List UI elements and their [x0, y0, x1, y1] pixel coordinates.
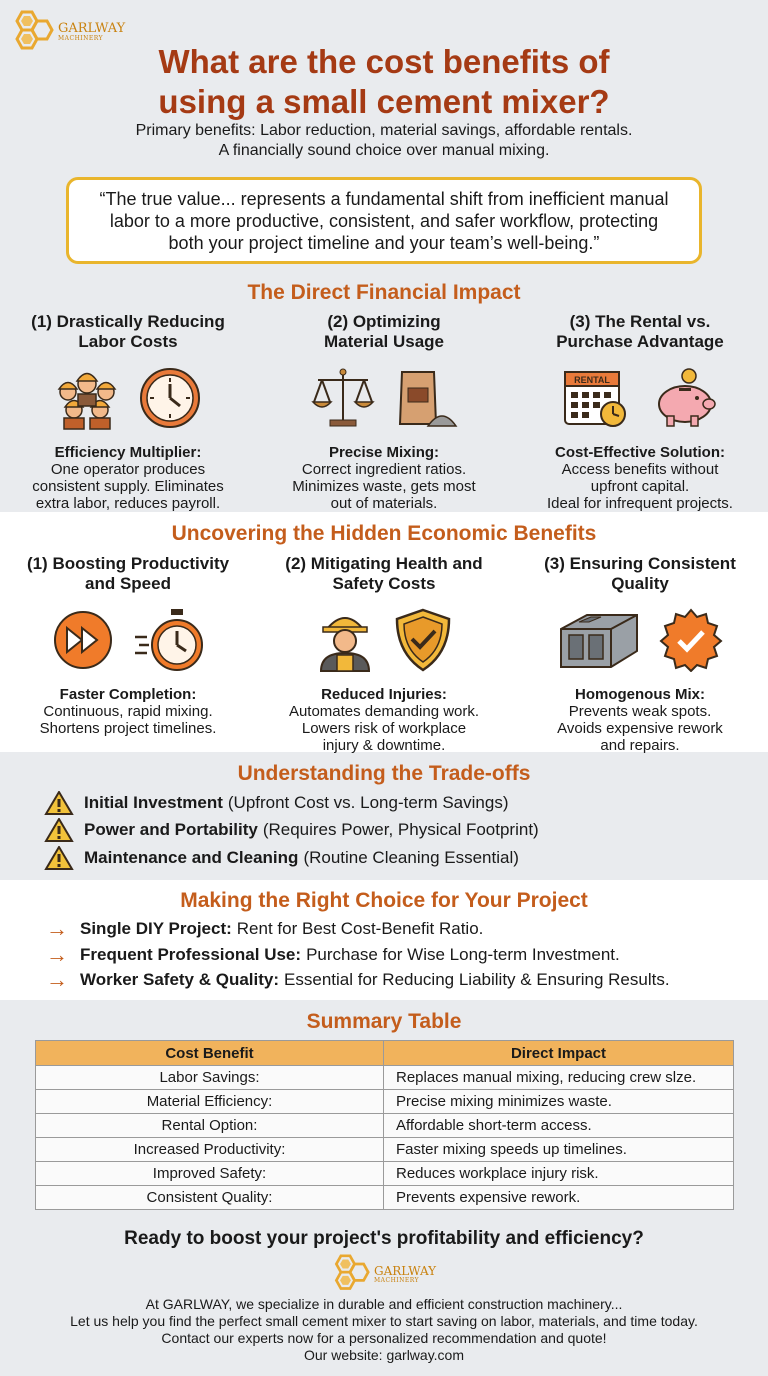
choice-item: → Frequent Professional Use: Purchase for Wise Long-term Investment.	[46, 942, 620, 967]
arrow-right-icon: →	[46, 967, 68, 992]
choice-section-title: Making the Right Choice for Your Project	[180, 889, 588, 912]
financial-section-title: The Direct Financial Impact	[247, 281, 521, 304]
cta-title: Ready to boost your project's profitability and efficiency?	[124, 1228, 644, 1249]
hidden-section-title: Uncovering the Hidden Economic Benefits	[171, 522, 597, 545]
arrow-right-icon: →	[46, 916, 68, 941]
financial-col-rental: (3) The Rental vs. Purchase Advantage RENTAL Cost-Effective Solution: Access benefits without upfront capital. Ideal for infrequent projects.	[512, 312, 768, 512]
brand-tagline: MACHINERY	[374, 1276, 420, 1284]
cta-text: At GARLWAY, we specialize in durable and efficient construction machinery... Let us help you find the perfect small cement mixer to start saving on labor, materials, and time today. Contact our experts now for a personalized recommendation and quote! Our website: garlway.com	[0, 1296, 768, 1364]
brand-name: GARLWAY	[374, 1263, 437, 1278]
subtitle	[0, 121, 768, 161]
quote-line-2: labor to a more productive, consistent, and safer workflow, protecting	[109, 211, 659, 231]
brand-tagline: MACHINERY	[58, 35, 104, 42]
choice-item: → Single DIY Project: Rent for Best Cost-Benefit Ratio.	[46, 916, 484, 941]
col-lead: Efficiency Multiplier:	[54, 444, 202, 461]
table-row: Improved Safety: Reduces workplace injury risk.	[36, 1162, 734, 1186]
hidden-col-productivity: (1) Boosting Productivity and Speed Faster Completion: Continuous, rapid mixing. Shortens project timelines.	[0, 554, 256, 737]
website-link[interactable]: Our website: garlway.com	[303, 1347, 464, 1363]
quote-line-1: “The true value... represents a fundamental shift from inefficient manual	[99, 189, 669, 209]
subtitle-line-1: Primary benefits: Labor reduction, material savings, affordable rentals.	[135, 122, 633, 139]
col-lead: Precise Mixing:	[328, 444, 440, 461]
table-row: Rental Option: Affordable short-term access.	[36, 1114, 734, 1138]
table-row: Labor Savings: Replaces manual mixing, reducing crew slze.	[36, 1066, 734, 1090]
quality-badge-icon	[659, 608, 723, 672]
choice-item: → Worker Safety & Quality: Essential for Reducing Liability & Ensuring Results.	[46, 967, 670, 992]
hidden-col-safety: (2) Mitigating Health and Safety Costs Reduced Injuries: Automates demanding work. Lowers risk of workplace injury & downtime.	[256, 554, 512, 754]
clock-icon	[138, 366, 202, 430]
col-title: (2) Optimizing Material Usage	[324, 312, 444, 351]
warning-icon	[44, 791, 74, 815]
col-title: (1) Drastically Reducing Labor Costs	[31, 312, 225, 351]
calendar-label: RENTAL	[574, 375, 610, 385]
tradeoffs-section-title: Understanding the Trade-offs	[237, 762, 531, 785]
col-lead: Faster Completion:	[59, 686, 197, 703]
cement-bag-icon	[394, 366, 458, 430]
balance-scale-icon	[310, 366, 376, 430]
col-title: (2) Mitigating Health and Safety Costs	[285, 554, 483, 593]
col-title: (3) Ensuring Consistent Quality	[544, 554, 736, 593]
quote-line-3: both your project timeline and your team’s well-being.”	[168, 233, 600, 253]
financial-col-material: (2) Optimizing Material Usage Precise Mixing: Correct ingredient ratios. Minimizes waste, gets most out of materials.	[256, 312, 512, 512]
honeycomb-logo-icon	[328, 1254, 372, 1294]
fast-forward-icon	[51, 608, 115, 672]
piggy-bank-icon	[649, 366, 719, 430]
rental-calendar-icon	[561, 366, 631, 430]
title-line-2: using a small cement mixer?	[158, 83, 610, 120]
tradeoff-item: Maintenance and Cleaning (Routine Cleaning Essential)	[44, 846, 519, 870]
col-lead: Homogenous Mix:	[575, 686, 705, 703]
hidden-col-quality: (3) Ensuring Consistent Quality Homogenous Mix: Prevents weak spots. Avoids expensive rework and repairs.	[512, 554, 768, 754]
concrete-block-icon	[557, 607, 641, 673]
tradeoff-item: Initial Investment (Upfront Cost vs. Long-term Savings)	[44, 791, 508, 815]
table-header: Cost Benefit	[36, 1041, 384, 1066]
financial-col-labor: (1) Drastically Reducing Labor Costs Efficiency Multiplier: One operator produces consistent supply. Eliminates extra labor, reduces payroll.	[0, 312, 256, 512]
table-row: Consistent Quality: Prevents expensive rework.	[36, 1186, 734, 1210]
table-header: Direct Impact	[384, 1041, 734, 1066]
brand-name: GARLWAY	[58, 21, 126, 36]
tradeoff-item: Power and Portability (Requires Power, Physical Footprint)	[44, 818, 539, 842]
shield-check-icon	[393, 607, 453, 673]
table-header-row	[36, 1041, 734, 1066]
arrow-right-icon: →	[46, 942, 68, 967]
workers-group-icon	[54, 366, 120, 430]
table-row: Increased Productivity: Faster mixing speeds up timelines.	[36, 1138, 734, 1162]
page-title	[0, 42, 768, 122]
garlway-footer-logo[interactable]	[328, 1254, 436, 1294]
summary-table	[35, 1040, 734, 1210]
col-lead: Reduced Injuries:	[321, 686, 447, 703]
title-line-1: What are the cost benefits of	[158, 43, 610, 80]
subtitle-line-2: A financially sound choice over manual mixing.	[218, 142, 550, 159]
stopwatch-icon	[133, 607, 205, 673]
warning-icon	[44, 846, 74, 870]
col-title: (3) The Rental vs. Purchase Advantage	[556, 312, 724, 351]
col-title: (1) Boosting Productivity and Speed	[26, 554, 230, 593]
col-lead: Cost-Effective Solution:	[554, 444, 725, 461]
quote-box	[66, 177, 702, 264]
table-row: Material Efficiency: Precise mixing minimizes waste.	[36, 1090, 734, 1114]
summary-section-title: Summary Table	[306, 1010, 462, 1033]
worker-icon	[315, 607, 375, 673]
warning-icon	[44, 818, 74, 842]
